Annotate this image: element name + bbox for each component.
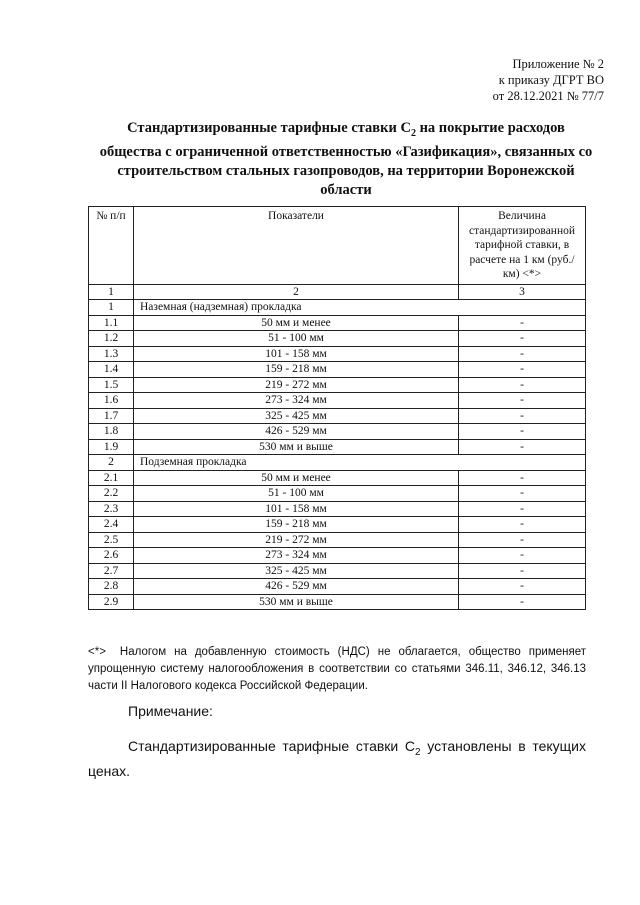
table-row — [89, 470, 586, 486]
index-cell: 2 — [134, 284, 459, 300]
table-row — [89, 532, 586, 548]
footnote-mark: <*> — [88, 646, 106, 658]
table-row — [89, 315, 586, 331]
row-rate-value: - — [459, 315, 586, 331]
table-row — [89, 548, 586, 564]
row-number: 1.5 — [89, 377, 134, 393]
row-diameter: 426 - 529 мм — [134, 579, 459, 595]
row-number: 2.8 — [89, 579, 134, 595]
row-diameter: 530 мм и выше — [134, 439, 459, 455]
row-number: 2.5 — [89, 532, 134, 548]
row-diameter: 51 - 100 мм — [134, 486, 459, 502]
title-part-2: на покрытие расходов общества с ограниченной ответственностью «Газификация», связанных со строительством стальных газопроводов, на территории Воронежской области — [99, 120, 593, 198]
document-title — [96, 119, 596, 200]
tariff-rates-table — [88, 206, 586, 610]
section-row — [89, 455, 586, 471]
table-row — [89, 579, 586, 595]
order-date-number: от 28.12.2021 № 77/7 — [492, 89, 604, 103]
row-number: 2.2 — [89, 486, 134, 502]
row-number: 2.6 — [89, 548, 134, 564]
row-number: 1.4 — [89, 362, 134, 378]
table-header-row — [89, 207, 586, 285]
row-number: 2.9 — [89, 594, 134, 610]
row-diameter: 273 - 324 мм — [134, 548, 459, 564]
column-index-row — [89, 284, 586, 300]
row-rate-value: - — [459, 501, 586, 517]
row-diameter: 530 мм и выше — [134, 594, 459, 610]
row-number: 2.1 — [89, 470, 134, 486]
row-diameter: 51 - 100 мм — [134, 331, 459, 347]
row-diameter: 325 - 425 мм — [134, 563, 459, 579]
table-row — [89, 517, 586, 533]
row-diameter: 50 мм и менее — [134, 470, 459, 486]
row-number: 1.9 — [89, 439, 134, 455]
appendix-reference — [493, 56, 604, 104]
note-text — [88, 737, 586, 781]
row-diameter: 426 - 529 мм — [134, 424, 459, 440]
row-diameter: 219 - 272 мм — [134, 377, 459, 393]
row-rate-value: - — [459, 377, 586, 393]
row-number: 2.7 — [89, 563, 134, 579]
table-row — [89, 424, 586, 440]
row-diameter: 50 мм и менее — [134, 315, 459, 331]
row-rate-value: - — [459, 532, 586, 548]
row-rate-value: - — [459, 579, 586, 595]
row-number: 2.4 — [89, 517, 134, 533]
section-number: 2 — [89, 455, 134, 471]
row-number: 1.6 — [89, 393, 134, 409]
row-rate-value: - — [459, 362, 586, 378]
row-diameter: 159 - 218 мм — [134, 517, 459, 533]
table-row — [89, 377, 586, 393]
note-label: Примечание: — [128, 703, 213, 719]
table-row — [89, 331, 586, 347]
row-rate-value: - — [459, 517, 586, 533]
row-rate-value: - — [459, 594, 586, 610]
table-row — [89, 346, 586, 362]
table-body — [89, 284, 586, 610]
row-rate-value: - — [459, 486, 586, 502]
section-row — [89, 300, 586, 316]
row-diameter: 273 - 324 мм — [134, 393, 459, 409]
row-rate-value: - — [459, 470, 586, 486]
row-number: 1.1 — [89, 315, 134, 331]
row-rate-value: - — [459, 393, 586, 409]
row-rate-value: - — [459, 424, 586, 440]
table-row — [89, 501, 586, 517]
row-diameter: 159 - 218 мм — [134, 362, 459, 378]
footnote — [88, 644, 586, 695]
title-subscript: 2 — [410, 127, 416, 139]
row-diameter: 101 - 158 мм — [134, 346, 459, 362]
table-row — [89, 362, 586, 378]
table-row — [89, 594, 586, 610]
row-rate-value: - — [459, 408, 586, 424]
section-number: 1 — [89, 300, 134, 316]
table-row — [89, 408, 586, 424]
row-rate-value: - — [459, 439, 586, 455]
row-diameter: 325 - 425 мм — [134, 408, 459, 424]
row-rate-value: - — [459, 331, 586, 347]
table-row — [89, 563, 586, 579]
section-name: Наземная (надземная) прокладка — [134, 300, 586, 316]
row-number: 1.2 — [89, 331, 134, 347]
note-subscript: 2 — [415, 746, 421, 758]
row-diameter: 219 - 272 мм — [134, 532, 459, 548]
row-rate-value: - — [459, 548, 586, 564]
note-part-1: Стандартизированные тарифные ставки С — [128, 738, 416, 754]
row-rate-value: - — [459, 346, 586, 362]
order-reference: к приказу ДГРТ ВО — [498, 73, 604, 87]
table-row — [89, 439, 586, 455]
row-diameter: 101 - 158 мм — [134, 501, 459, 517]
table-row — [89, 486, 586, 502]
footnote-text: Налогом на добавленную стоимость (НДС) не облагается, общество применяет упрощенную систему налогообложения в соответствии со статьями 346.11, 346.12, 346.13 части II Налогового кодекса Российской Федерации. — [88, 646, 586, 692]
table-row — [89, 393, 586, 409]
row-rate-value: - — [459, 563, 586, 579]
row-number: 1.3 — [89, 346, 134, 362]
header-number: № п/п — [89, 207, 134, 285]
header-rate-value: Величина стандартизированной тарифной ставки, в расчете на 1 км (руб./км) <*> — [459, 207, 586, 285]
index-cell: 3 — [459, 284, 586, 300]
row-number: 2.3 — [89, 501, 134, 517]
appendix-number: Приложение № 2 — [512, 57, 604, 71]
header-indicators: Показатели — [134, 207, 459, 285]
title-part-1: Стандартизированные тарифные ставки С — [127, 120, 411, 136]
row-number: 1.7 — [89, 408, 134, 424]
index-cell: 1 — [89, 284, 134, 300]
note-part-2: установлены в текущих ценах. — [88, 738, 586, 779]
row-number: 1.8 — [89, 424, 134, 440]
section-name: Подземная прокладка — [134, 455, 586, 471]
